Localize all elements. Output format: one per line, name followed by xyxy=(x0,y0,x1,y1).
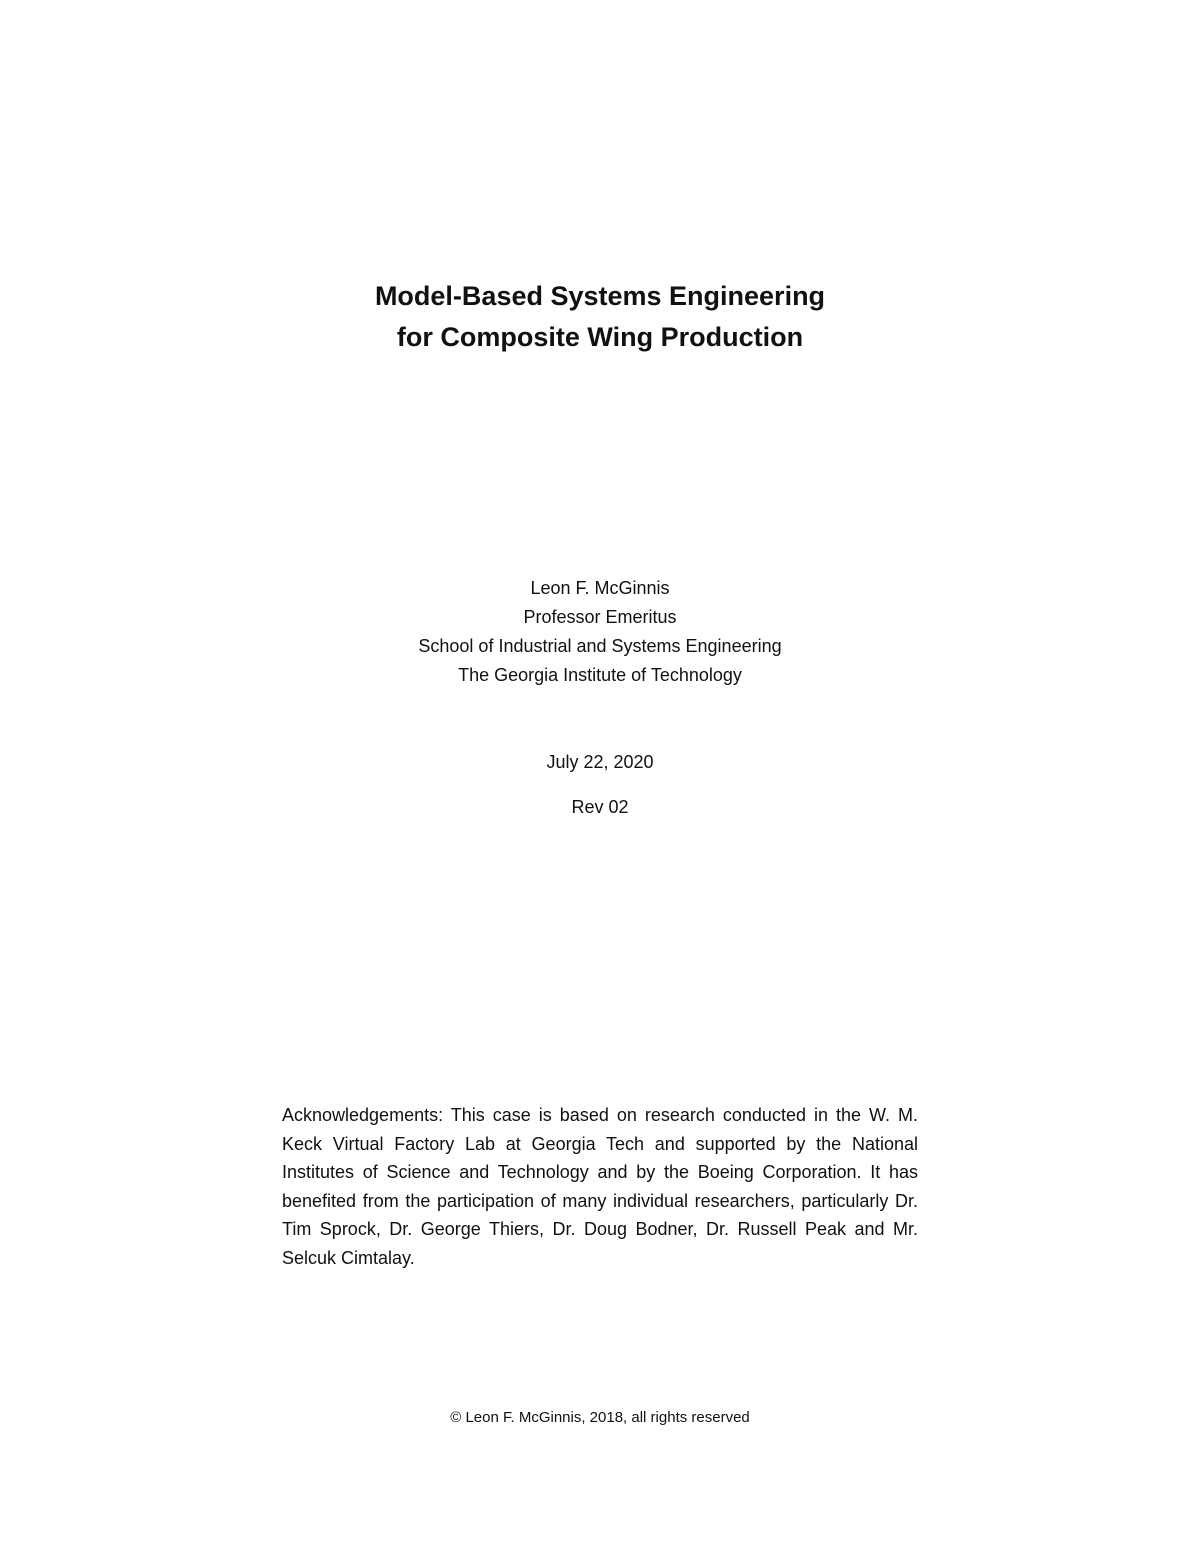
author-school: School of Industrial and Systems Engineering xyxy=(418,636,782,656)
document-title xyxy=(0,276,1200,358)
title-line-2: for Composite Wing Production xyxy=(396,322,804,352)
author-name: Leon F. McGinnis xyxy=(530,578,670,598)
document-revision: Rev 02 xyxy=(571,797,629,817)
copyright-notice: © Leon F. McGinnis, 2018, all rights reserved xyxy=(450,1409,750,1426)
author-institution: The Georgia Institute of Technology xyxy=(458,665,742,685)
document-date: July 22, 2020 xyxy=(546,752,654,772)
author-position: Professor Emeritus xyxy=(523,607,677,627)
author-block xyxy=(0,574,1200,690)
title-line-1: Model-Based Systems Engineering xyxy=(374,281,826,311)
acknowledgements-paragraph: Acknowledgements: This case is based on research conducted in the W. M. Keck Virtual Factory Lab at Georgia Tech and supported by the National Institutes of Science and Technology and by the Boeing Corporation. It has benefited from the participation of many individual researchers, particularly Dr. Tim Sprock, Dr. George Thiers, Dr. Doug Bodner, Dr. Russell Peak and Mr. Selcuk Cimtalay. xyxy=(282,1105,918,1268)
